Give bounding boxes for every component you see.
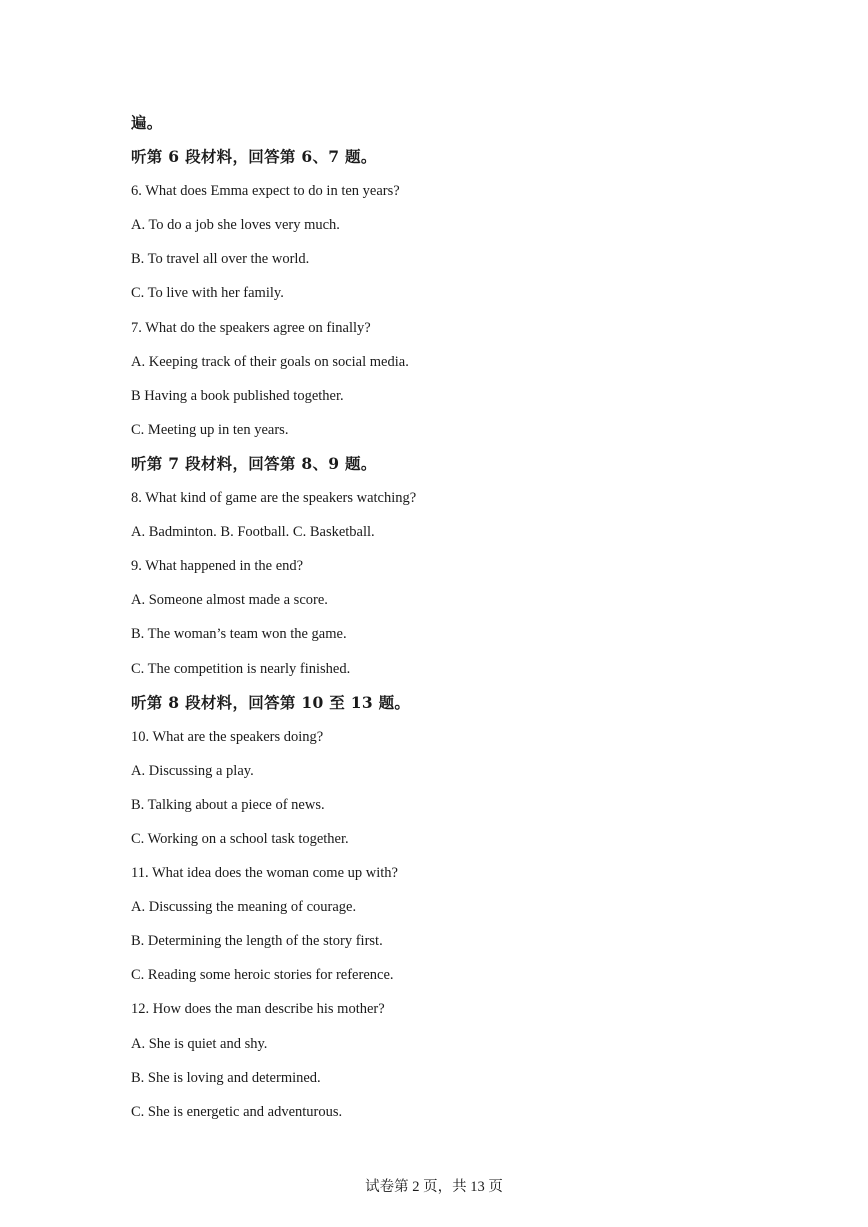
question-6-option-a: A. To do a job she loves very much.	[131, 217, 340, 234]
continued-text: 遍。	[131, 113, 163, 132]
question-10-option-b: B. Talking about a piece of news.	[131, 796, 325, 813]
section-heading-7: 听第 7 段材料，回答第 8、9 题。	[131, 453, 377, 473]
question-7-option-a: A. Keeping track of their goals on social media.	[131, 353, 409, 370]
question-8: 8. What kind of game are the speakers watching?	[131, 490, 417, 507]
question-6: 6. What does Emma expect to do in ten years?	[131, 183, 400, 200]
question-9: 9. What happened in the end?	[131, 558, 304, 575]
question-11-option-a: A. Discussing the meaning of courage.	[131, 899, 357, 916]
question-12: 12. How does the man describe his mother?	[131, 1001, 385, 1018]
question-7-option-b: B Having a book published together.	[131, 387, 344, 404]
question-9-option-c: C. The competition is nearly finished.	[131, 660, 351, 677]
question-9-option-a: A. Someone almost made a score.	[131, 592, 328, 609]
page-footer: 试卷第 2 页，共 13 页	[365, 1179, 503, 1195]
question-6-option-b: B. To travel all over the world.	[131, 251, 310, 268]
section-heading-6: 听第 6 段材料，回答第 6、7 题。	[131, 147, 377, 167]
question-8-options: A. Badminton. B. Football. C. Basketball.	[131, 524, 375, 541]
section-heading-8: 听第 8 段材料，回答第 10 至 13 题。	[131, 692, 411, 712]
question-6-option-c: C. To live with her family.	[131, 285, 284, 302]
question-12-option-c: C. She is energetic and adventurous.	[131, 1103, 343, 1120]
question-10: 10. What are the speakers doing?	[131, 728, 324, 745]
question-12-option-b: B. She is loving and determined.	[131, 1069, 321, 1086]
question-10-option-a: A. Discussing a play.	[131, 762, 254, 779]
question-10-option-c: C. Working on a school task together.	[131, 830, 349, 847]
question-11: 11. What idea does the woman come up with?	[131, 865, 398, 882]
question-12-option-a: A. She is quiet and shy.	[131, 1035, 268, 1052]
exam-content	[131, 110, 771, 1133]
question-7: 7. What do the speakers agree on finally?	[131, 319, 371, 336]
question-11-option-c: C. Reading some heroic stories for reference.	[131, 967, 394, 984]
question-7-option-c: C. Meeting up in ten years.	[131, 421, 289, 438]
question-11-option-b: B. Determining the length of the story first.	[131, 933, 383, 950]
question-9-option-b: B. The woman’s team won the game.	[131, 626, 347, 643]
